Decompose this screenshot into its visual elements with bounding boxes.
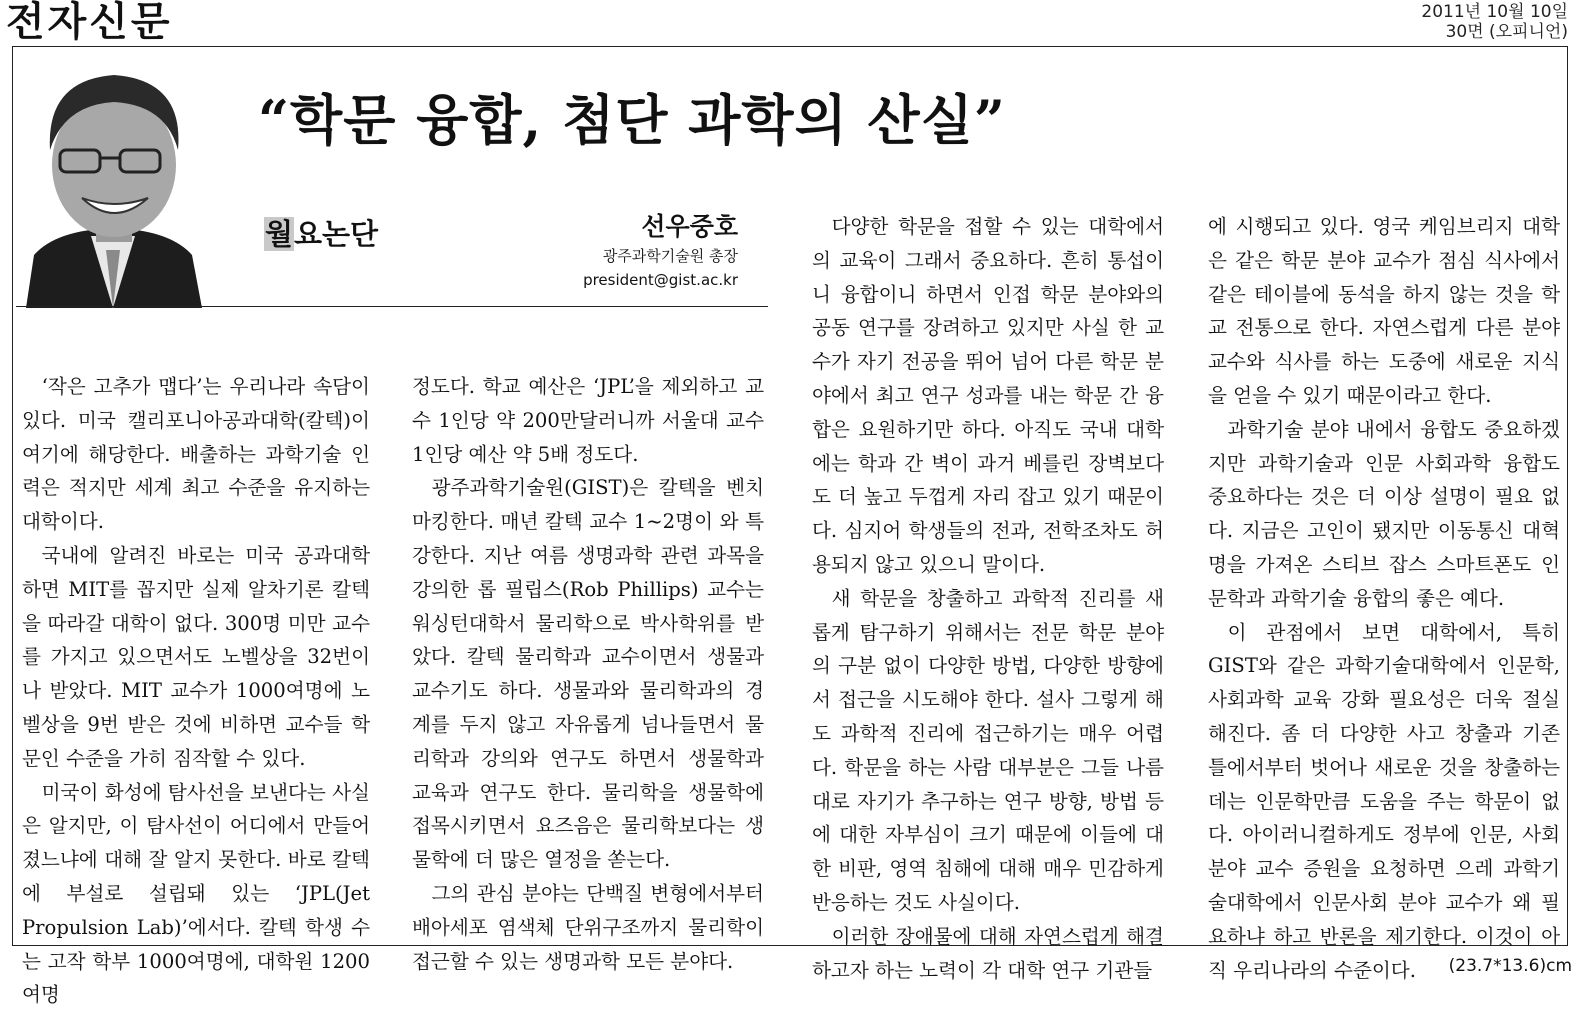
author-email: president@gist.ac.kr	[583, 271, 738, 289]
paragraph: 국내에 알려진 바로는 미국 공과대학 하면 MIT를 꼽지만 실제 알차기론 칼텍을 따라갈 대학이 없다. 300명 미만 교수를 가지고 있으면서도 노벨상을 32번이나 받았다. MIT 교수가 1000여명에 노벨상을 9번 받은 것에 비하면 교수들 학문인 수준을 가히 짐작할 수 있다.	[22, 543, 370, 770]
paragraph: 광주과학기술원(GIST)은 칼텍을 벤치마킹한다. 매년 칼텍 교수 1~2명이 와 특강한다. 지난 여름 생명과학 관련 과목을 강의한 롭 필립스(Rob Phillips) 교수는 워싱턴대학서 물리학으로 박사학위를 받았다. 칼텍 물리학과 교수이면서 생물과 교수기도 하다. 생물과와 물리학과의 경계를 두지 않고 자유롭게 넘나들면서 물리학과 강의와 연구도 하면서 생물학과 교육과 연구도 한다. 물리학을 생물학에 접목시키면서 요즈음은 물리학보다는 생물학에 더 많은 열정을 쏟는다.	[412, 476, 764, 872]
text-column-1	[22, 370, 370, 1012]
paragraph: 이 관점에서 보면 대학에서, 특히 GIST와 같은 과학기술대학에서 인문학, 사회과학 교육 강화 필요성은 더욱 절실해진다. 좀 더 다양한 사고 창출과 기존 틀에서부터 벗어나 새로운 것을 창출하는 데는 인문학만큼 도움을 주는 학문이 없다. 아이러니컬하게도 정부에 인문, 사회 분야 교수 증원을 요청하면 으레 과학기술대학에서 인문사회 분야 교수가 왜 필요하냐 하고 반론을 제기한다. 이것이 아직 우리나라의 수준이다.	[1208, 620, 1560, 982]
paragraph: ‘작은 고추가 맵다’는 우리나라 속담이 있다. 미국 캘리포니아공과대학(칼텍)이 여기에 해당한다. 배출하는 과학기술 인력은 적지만 세계 최고 수준을 유지하는 대학이다.	[22, 375, 370, 534]
page-section: 30면 (오피니언)	[1445, 22, 1568, 42]
date-block	[1421, 2, 1568, 42]
headline: “학문 융합, 첨단 과학의 산실”	[258, 88, 1006, 152]
column-name-mark: 월	[265, 217, 294, 251]
author-byline	[583, 210, 738, 292]
paragraph: 그의 관심 분야는 단백질 변형에서부터 배아세포 염색체 단위구조까지 물리학이 접근할 수 있는 생명과학 모든 분야다.	[412, 881, 764, 973]
text-column-3	[812, 210, 1164, 987]
masthead: 전자신문	[6, 0, 173, 45]
author-name: 선우중호	[641, 212, 738, 241]
paragraph: 정도다. 학교 예산은 ‘JPL’을 제외하고 교수 1인당 약 200만달러니까 서울대 교수 1인당 예산 약 5배 정도다.	[412, 375, 764, 466]
size-note: (23.7*13.6)cm	[1448, 956, 1572, 976]
text-column-4	[1208, 210, 1560, 987]
paragraph: 에 시행되고 있다. 영국 케임브리지 대학은 같은 학문 분야 교수가 점심 식사에서 같은 테이블에 동석을 하지 않는 것을 학교 전통으로 한다. 자연스럽게 다른 분야 교수와 식사를 하는 도중에 새로운 지식을 얻을 수 있기 때문이라고 한다.	[1208, 215, 1560, 407]
column-name-rest: 요논단	[294, 217, 379, 251]
paragraph: 새 학문을 창출하고 과학적 진리를 새롭게 탐구하기 위해서는 전문 학문 분야의 구분 없이 다양한 방법, 다양한 방향에서 접근을 시도해야 한다. 설사 그렇게 해도 과학적 진리에 접근하기는 매우 어렵다. 학문을 하는 사람 대부분은 그들 나름대로 자기가 추구하는 연구 방향, 방법 등에 대한 자부심이 크기 때문에 이들에 대한 비판, 영역 침해에 대해 매우 민감하게 반응하는 것도 사실이다.	[812, 586, 1164, 914]
publication-date: 2011년 10월 10일	[1421, 2, 1568, 22]
text-column-2	[412, 370, 764, 978]
paragraph: 이러한 장애물에 대해 자연스럽게 해결하고자 하는 노력이 각 대학 연구 기관들	[812, 924, 1164, 982]
paragraph: 미국이 화성에 탐사선을 보낸다는 사실은 알지만, 이 탐사선이 어디에서 만들어졌느냐에 대해 잘 알지 못한다. 바로 칼텍에 부설로 설립돼 있는 ‘JPL(Jet Propulsion Lab)’에서다. 칼텍 학생 수는 고작 학부 1000여명에, 대학원 1200여명	[22, 780, 370, 1007]
column-name	[264, 212, 378, 253]
author-title: 광주과학기술원 총장	[602, 247, 738, 265]
author-photo	[16, 50, 210, 308]
header-divider	[16, 306, 768, 307]
paragraph: 과학기술 분야 내에서 융합도 중요하겠지만 과학기술과 인문 사회과학 융합도 중요하다는 것은 더 이상 설명이 필요 없다. 지금은 고인이 됐지만 이동통신 대혁명을 가져온 스티브 잡스 스마트폰도 인문학과 과학기술 융합의 좋은 예다.	[1208, 417, 1560, 610]
paragraph: 다양한 학문을 접할 수 있는 대학에서의 교육이 그래서 중요하다. 흔히 통섭이니 융합이니 하면서 인접 학문 분야와의 공동 연구를 장려하고 있지만 사실 한 교수가 자기 전공을 뛰어 넘어 다른 학문 분야에서 최고 연구 성과를 내는 학문 간 융합은 요원하기만 하다. 아직도 국내 대학에는 학과 간 벽이 과거 베를린 장벽보다도 더 높고 두껍게 자리 잡고 있기 때문이다. 심지어 학생들의 전과, 전학조차도 허용되지 않고 있으니 말이다.	[812, 215, 1164, 576]
